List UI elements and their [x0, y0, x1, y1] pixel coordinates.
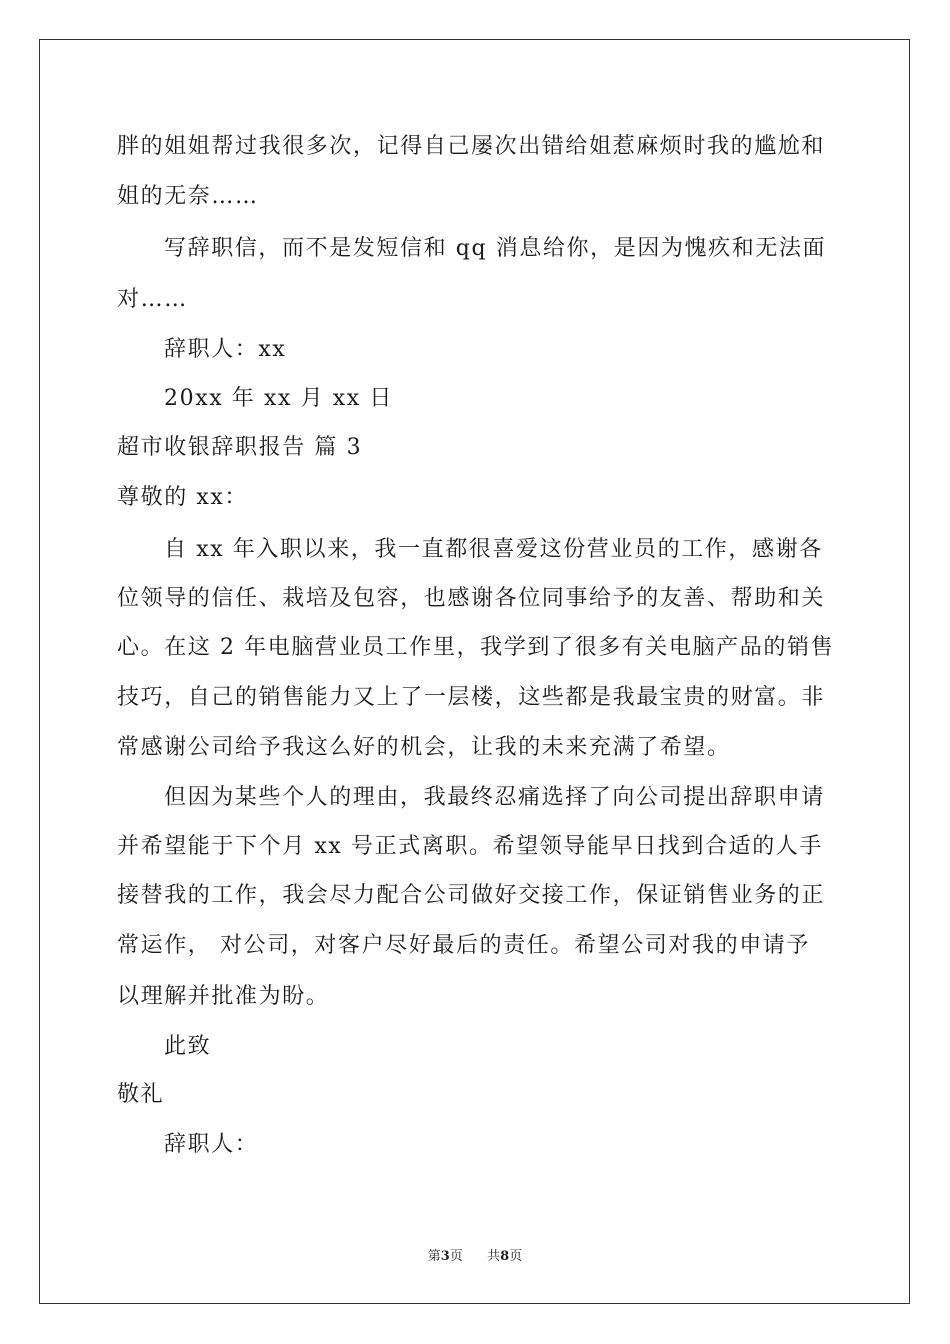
text-line: 技巧，自己的销售能力又上了一层楼，这些都是我最宝贵的财富。非: [117, 685, 826, 710]
text-line: 并希望能于下个月 xx 号正式离职。希望领导能早日找到合适的人手: [117, 834, 824, 859]
text-line: 对……: [117, 287, 188, 312]
text-line: 心。在这 2 年电脑营业员工作里，我学到了很多有关电脑产品的销售: [117, 635, 835, 660]
text-line: 常感谢公司给予我这么好的机会，让我的未来充满了希望。: [117, 735, 731, 760]
signature-line: 辞职人：: [164, 1132, 259, 1157]
page-total-label: 共8页: [487, 1249, 523, 1264]
page-border: [39, 39, 910, 1304]
page-number-label: 第3页: [427, 1249, 463, 1264]
date-line: 20xx 年 xx 月 xx 日: [164, 386, 394, 411]
salutation: 尊敬的 xx：: [117, 485, 249, 510]
text-line: 接替我的工作，我会尽力配合公司做好交接工作，保证销售业务的正: [117, 883, 826, 908]
text-line: 以理解并批准为盼。: [117, 984, 330, 1009]
page-footer: [0, 1248, 950, 1266]
text-line: 胖的姐姐帮过我很多次，记得自己屡次出错给姐惹麻烦时我的尴尬和: [117, 134, 826, 159]
text-line: 位领导的信任、栽培及包容，也感谢各位同事给予的友善、帮助和关: [117, 586, 826, 611]
text-line: 姐的无奈……: [117, 184, 259, 209]
text-line: 写辞职信，而不是发短信和 qq 消息给你，是因为愧疚和无法面: [164, 236, 827, 261]
signature-line: 辞职人：xx: [164, 337, 287, 362]
text-line: 常运作， 对公司，对客户尽好最后的责任。希望公司对我的申请予: [117, 933, 810, 958]
closing-line: 敬礼: [117, 1082, 165, 1107]
section-heading: 超市收银辞职报告 篇 3: [117, 435, 363, 460]
closing-line: 此致: [164, 1034, 212, 1059]
text-line: 自 xx 年入职以来，我一直都很喜爱这份营业员的工作，感谢各: [164, 537, 823, 562]
text-line: 但因为某些个人的理由，我最终忍痛选择了向公司提出辞职申请: [164, 785, 825, 810]
